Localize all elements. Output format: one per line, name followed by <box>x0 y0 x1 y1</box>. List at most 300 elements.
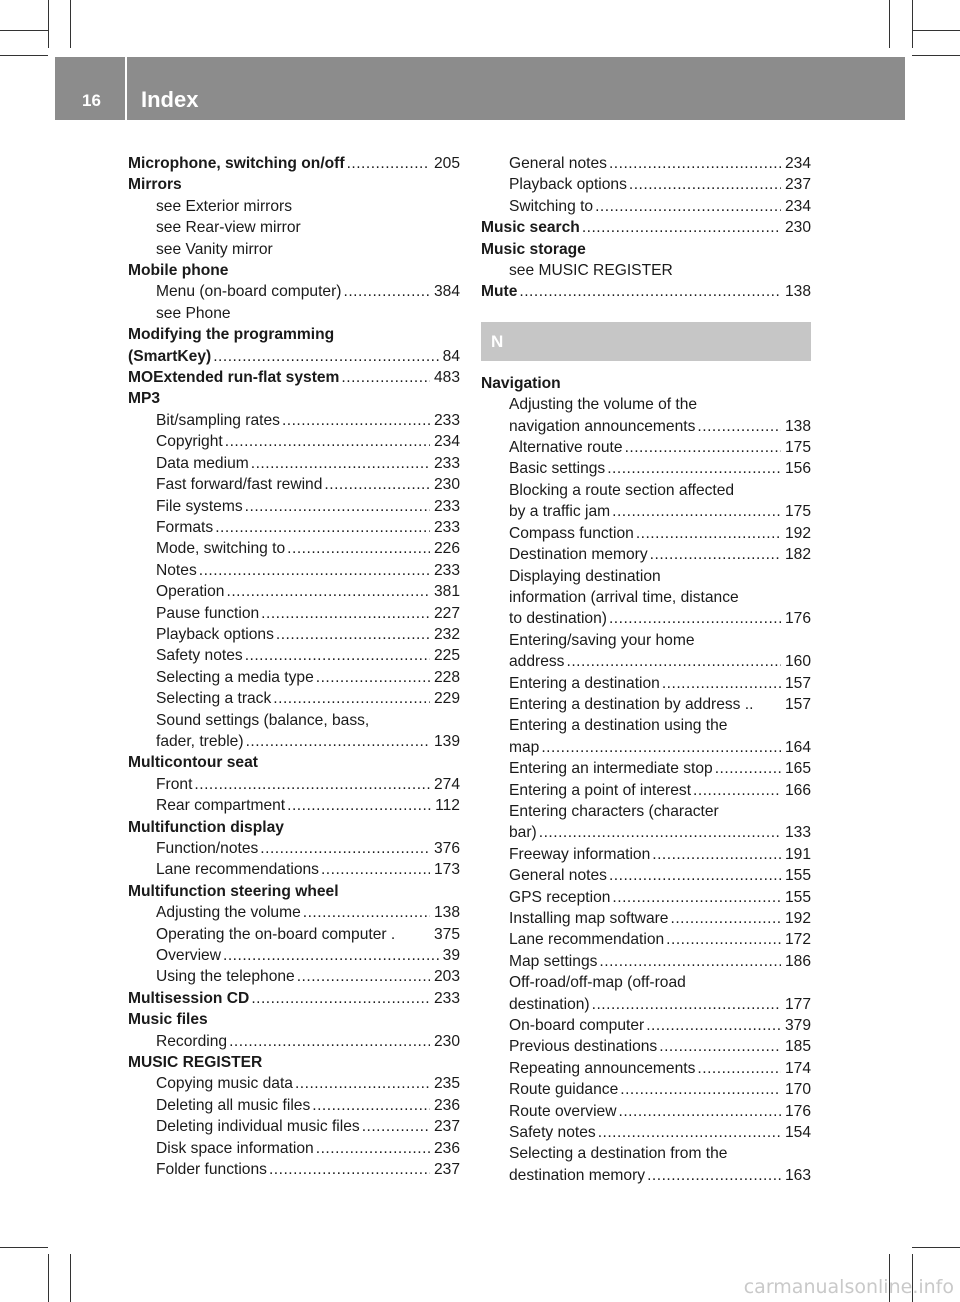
entry-text: Playback options <box>156 625 274 643</box>
index-subentry <box>481 673 811 694</box>
dot-leader <box>625 437 781 458</box>
index-subentry <box>481 801 811 822</box>
dot-leader <box>260 838 430 859</box>
index-subentry <box>128 431 460 452</box>
index-subentry <box>128 924 460 945</box>
entry-text: Selecting a track <box>156 690 272 708</box>
dot-leader <box>245 496 430 517</box>
entry-text: Microphone, switching on/off <box>128 155 345 172</box>
dot-leader <box>636 523 781 544</box>
entry-text: Off-road/off-map (off-road <box>509 974 686 992</box>
page-ref: 192 <box>784 524 811 542</box>
index-group-m-continued <box>481 153 811 303</box>
entry-text: General notes <box>509 867 607 885</box>
page-ref: 176 <box>784 610 811 628</box>
index-subentry <box>128 667 460 688</box>
page-ref: 39 <box>442 947 460 965</box>
page-number: 16 <box>82 91 101 110</box>
dot-leader <box>303 902 430 923</box>
entry-text: Mute <box>481 283 518 301</box>
index-subentry <box>128 731 460 752</box>
index-subentry <box>128 1116 460 1137</box>
index-subentry <box>481 153 811 174</box>
index-entry <box>128 153 460 174</box>
entry-text: Copyright <box>156 433 223 451</box>
crop-mark <box>70 1254 71 1302</box>
index-subentry <box>128 410 460 431</box>
page-ref: 139 <box>433 732 460 750</box>
dot-leader <box>612 887 781 908</box>
dot-leader <box>223 945 439 966</box>
index-subentry <box>128 859 460 880</box>
entry-text: Music storage <box>481 240 586 258</box>
index-subentry <box>128 1095 460 1116</box>
entry-text: Freeway information <box>509 845 651 863</box>
index-subentry <box>481 196 811 217</box>
dot-leader <box>539 822 781 843</box>
page-ref: 174 <box>784 1059 811 1077</box>
crop-mark <box>912 55 960 56</box>
entry-text: Operating the on-board computer . <box>156 925 396 943</box>
crop-mark <box>912 0 913 48</box>
page-ref: 230 <box>433 1032 460 1050</box>
dot-leader <box>297 966 430 987</box>
crop-mark <box>889 0 890 48</box>
index-entry <box>481 217 811 238</box>
dot-leader <box>693 780 781 801</box>
dot-leader <box>697 416 781 437</box>
dot-leader <box>647 1165 781 1186</box>
page-ref: 165 <box>784 760 811 778</box>
index-subentry <box>128 303 460 324</box>
dot-leader <box>316 1138 430 1159</box>
dot-leader <box>598 1122 781 1143</box>
page-ref: 232 <box>433 625 460 643</box>
page-ref: 177 <box>784 995 811 1013</box>
index-subentry <box>128 560 460 581</box>
page-ref: 237 <box>433 1118 460 1136</box>
page-ref: 234 <box>784 155 811 172</box>
index-subentry <box>128 603 460 624</box>
entry-text: Multifunction steering wheel <box>128 882 339 900</box>
index-subentry <box>481 972 811 993</box>
page-ref: 234 <box>784 197 811 215</box>
entry-text: Rear compartment <box>156 797 286 815</box>
entry-text: Operation <box>156 583 225 601</box>
entry-text: Switching to <box>509 197 594 215</box>
page-ref: 112 <box>435 797 460 815</box>
entry-text: Entering a destination <box>509 674 660 692</box>
dot-leader <box>251 453 430 474</box>
dot-leader <box>650 544 781 565</box>
dot-leader <box>341 367 430 388</box>
index-subentry <box>128 1031 460 1052</box>
entry-text: Route overview <box>509 1102 617 1120</box>
entry-text: Compass function <box>509 524 634 542</box>
entry-text: Mobile phone <box>128 262 229 280</box>
page-ref: 228 <box>433 668 460 686</box>
dot-leader <box>595 196 781 217</box>
index-subentry <box>481 1015 811 1036</box>
entry-text: Entering/saving your home <box>509 631 695 649</box>
dot-leader <box>541 737 781 758</box>
entry-text: Safety notes <box>509 1124 596 1142</box>
index-entry <box>128 260 460 281</box>
entry-text: Playback options <box>509 176 627 194</box>
entry-text: Deleting all music files <box>156 1096 311 1114</box>
index-subentry <box>481 566 811 587</box>
index-subentry <box>481 630 811 651</box>
index-subentry <box>481 587 811 608</box>
page-header <box>55 57 905 120</box>
page-ref: 170 <box>784 1081 811 1099</box>
entry-text: Music files <box>128 1011 208 1029</box>
entry-text: Sound settings (balance, bass, <box>156 711 370 729</box>
dot-leader <box>199 560 430 581</box>
dot-leader <box>194 774 430 795</box>
index-subentry <box>481 1165 811 1186</box>
entry-text: Navigation <box>481 374 561 392</box>
entry-text: Multifunction display <box>128 818 284 836</box>
index-entry <box>481 373 811 394</box>
index-subentry <box>481 651 811 672</box>
dot-leader <box>251 988 430 1009</box>
crop-mark <box>912 1247 960 1248</box>
page-ref: 205 <box>433 155 460 172</box>
entry-text: (SmartKey) <box>128 347 212 365</box>
dot-leader <box>592 994 781 1015</box>
header-divider <box>125 57 127 120</box>
index-subentry <box>481 608 811 629</box>
dot-leader <box>295 1073 430 1094</box>
dot-leader <box>566 651 780 672</box>
entry-text: Using the telephone <box>156 968 295 986</box>
page-ref: 157 <box>784 674 811 692</box>
page-ref: 155 <box>784 867 811 885</box>
index-subentry <box>128 538 460 559</box>
crop-mark <box>0 55 48 56</box>
dot-leader <box>652 844 781 865</box>
entry-text: Previous destinations <box>509 1038 658 1056</box>
index-subentry <box>481 1122 811 1143</box>
index-subentry <box>128 966 460 987</box>
entry-text: Installing map software <box>509 910 669 927</box>
index-subentry <box>128 496 460 517</box>
entry-text: Bit/sampling rates <box>156 411 280 429</box>
page-ref: 182 <box>784 546 811 564</box>
entry-text: Entering characters (character <box>509 802 719 820</box>
page-ref: 138 <box>784 417 811 435</box>
index-subentry <box>481 737 811 758</box>
entry-text: Selecting a destination from the <box>509 1145 728 1163</box>
index-subentry <box>128 624 460 645</box>
index-subentry <box>128 196 460 217</box>
dot-leader <box>343 281 429 302</box>
entry-text: Displaying destination <box>509 567 661 585</box>
entry-text: Mode, switching to <box>156 540 286 558</box>
index-subentry <box>481 523 811 544</box>
entry-text: Modifying the programming <box>128 326 335 344</box>
index-subentry <box>481 1079 811 1100</box>
page-ref: 173 <box>433 861 460 879</box>
entry-text: Repeating announcements <box>509 1059 696 1077</box>
crop-mark <box>48 1254 49 1302</box>
dot-leader <box>321 859 430 880</box>
page-ref: 156 <box>784 460 811 478</box>
entry-text: Destination memory <box>509 546 648 564</box>
dot-leader <box>245 645 430 666</box>
entry-text: navigation announcements <box>509 417 696 435</box>
page-ref: 164 <box>784 738 811 756</box>
index-subentry <box>128 1159 460 1180</box>
entry-text: GPS reception <box>509 888 611 906</box>
index-entry <box>128 817 460 838</box>
page-ref: 186 <box>784 952 811 970</box>
entry-text: bar) <box>509 824 537 842</box>
dot-leader <box>612 501 781 522</box>
entry-text: Pause function <box>156 604 260 622</box>
page-ref: 236 <box>433 1139 460 1157</box>
entry-text: File systems <box>156 497 243 515</box>
index-subentry <box>481 394 811 415</box>
dot-leader <box>324 474 430 495</box>
index-subentry <box>128 945 460 966</box>
entry-text: see Phone <box>156 304 231 322</box>
crop-mark <box>48 0 49 48</box>
entry-text: see Rear-view mirror <box>156 219 301 237</box>
entry-text: map <box>509 738 540 756</box>
page-ref: 237 <box>433 1161 460 1179</box>
dot-leader <box>646 1015 781 1036</box>
index-subentry <box>481 501 811 522</box>
page-ref: 237 <box>784 176 811 194</box>
index-subentry <box>481 458 811 479</box>
dot-leader <box>618 1101 780 1122</box>
dot-leader <box>246 731 430 752</box>
page-ref: 84 <box>442 347 460 365</box>
page-ref: 138 <box>433 904 460 922</box>
page-title: Index <box>141 87 199 112</box>
index-subentry <box>481 416 811 437</box>
entry-text: Music search <box>481 219 580 237</box>
section-letter-heading: N <box>481 322 811 361</box>
entry-text: Multicontour seat <box>128 754 258 772</box>
page-ref: 229 <box>433 690 460 708</box>
index-subentry <box>128 688 460 709</box>
dot-leader <box>666 929 781 950</box>
index-subentry <box>128 474 460 495</box>
entry-text: Selecting a media type <box>156 668 314 686</box>
entry-text: destination) <box>509 995 590 1013</box>
entry-text: Multisession CD <box>128 989 250 1007</box>
watermark: carmanualsonline.info <box>743 1276 954 1298</box>
dot-leader <box>276 624 430 645</box>
page-ref: 233 <box>433 989 460 1007</box>
index-subentry <box>481 887 811 908</box>
index-entry <box>128 1052 460 1073</box>
page-ref: 176 <box>784 1102 811 1120</box>
index-subentry <box>481 994 811 1015</box>
page-ref: 233 <box>433 561 460 579</box>
dot-leader <box>287 795 431 816</box>
entry-text: by a traffic jam <box>509 503 611 521</box>
index-entry <box>481 239 811 260</box>
dot-leader <box>659 1036 781 1057</box>
page-ref: 138 <box>784 283 811 301</box>
entry-text: see Vanity mirror <box>156 240 273 258</box>
entry-text: Blocking a route section affected <box>509 481 735 499</box>
entry-text: Map settings <box>509 952 598 970</box>
entry-text: MP3 <box>128 390 161 408</box>
index-subentry <box>128 795 460 816</box>
entry-text: Menu (on-board computer) <box>156 283 342 301</box>
dot-leader <box>225 431 430 452</box>
entry-text: Alternative route <box>509 439 623 457</box>
dot-leader <box>312 1095 430 1116</box>
entry-text: see MUSIC REGISTER <box>509 262 673 280</box>
page-ref: 175 <box>784 503 811 521</box>
entry-text: Notes <box>156 561 197 579</box>
index-entry <box>128 324 460 345</box>
index-subentry <box>481 822 811 843</box>
page-ref: 157 <box>784 695 811 713</box>
entry-text: General notes <box>509 155 607 172</box>
page-ref: 233 <box>433 497 460 515</box>
index-subentry <box>128 1138 460 1159</box>
entry-text: Adjusting the volume of the <box>509 396 698 414</box>
index-subentry <box>481 929 811 950</box>
index-entry <box>128 388 460 409</box>
crop-mark <box>0 30 48 31</box>
index-subentry <box>128 239 460 260</box>
index-column-left <box>128 153 460 1181</box>
index-entry <box>128 752 460 773</box>
dot-leader <box>215 517 430 538</box>
page-ref: 230 <box>433 476 460 494</box>
index-subentry <box>481 1101 811 1122</box>
entry-text: Mirrors <box>128 176 182 194</box>
page-ref: 376 <box>433 840 460 857</box>
entry-text: see Exterior mirrors <box>156 197 293 215</box>
entry-text: Deleting individual music files <box>156 1118 360 1136</box>
entry-text: Function/notes <box>156 840 259 857</box>
entry-text: MUSIC REGISTER <box>128 1054 263 1072</box>
index-entry <box>481 281 811 302</box>
index-entry <box>128 988 460 1009</box>
index-entry <box>128 174 460 195</box>
index-entry <box>128 346 460 367</box>
page-ref: 381 <box>433 583 460 601</box>
index-subentry <box>481 260 811 281</box>
page-ref: 225 <box>433 647 460 665</box>
page-ref: 233 <box>433 518 460 536</box>
entry-text: information (arrival time, distance <box>509 588 739 606</box>
dot-leader <box>213 346 438 367</box>
page-ref: 185 <box>784 1038 811 1056</box>
page-ref: 235 <box>433 1075 460 1093</box>
index-subentry <box>481 908 811 929</box>
index-subentry <box>481 844 811 865</box>
dot-leader <box>620 1079 781 1100</box>
index-subentry <box>128 517 460 538</box>
crop-mark <box>0 1247 48 1248</box>
index-subentry <box>481 174 811 195</box>
index-subentry <box>481 715 811 736</box>
index-subentry <box>128 902 460 923</box>
index-subentry <box>481 480 811 501</box>
index-subentry <box>481 758 811 779</box>
page-ref: 172 <box>784 931 811 949</box>
entry-text: Lane recommendation <box>509 931 665 949</box>
index-subentry <box>481 437 811 458</box>
entry-text: Disk space information <box>156 1139 314 1157</box>
index-subentry <box>481 865 811 886</box>
dot-leader <box>316 667 430 688</box>
dot-leader <box>582 217 781 238</box>
index-subentry <box>128 838 460 859</box>
index-entry <box>128 367 460 388</box>
dot-leader <box>287 538 430 559</box>
page-ref: 230 <box>784 219 811 237</box>
crop-mark <box>70 0 71 48</box>
page-ref: 483 <box>433 369 460 387</box>
entry-text: Entering a destination using the <box>509 717 728 735</box>
entry-text: Overview <box>156 947 221 965</box>
page-ref: 166 <box>784 781 811 799</box>
dot-leader <box>362 1116 430 1137</box>
page-ref: 375 <box>433 925 460 943</box>
index-entry <box>128 1009 460 1030</box>
entry-text: Safety notes <box>156 647 243 665</box>
dot-leader <box>347 153 430 174</box>
entry-text: Entering an intermediate stop <box>509 760 713 778</box>
page-ref: 191 <box>784 845 811 863</box>
page-ref: 226 <box>433 540 460 558</box>
entry-text: fader, treble) <box>156 732 244 750</box>
page-ref: 274 <box>433 775 460 793</box>
crop-mark <box>912 30 960 31</box>
index-subentry <box>481 1058 811 1079</box>
index-subentry <box>128 1073 460 1094</box>
page-ref: 192 <box>784 910 811 927</box>
entry-text: to destination) <box>509 610 607 628</box>
index-subentry <box>128 774 460 795</box>
dot-leader <box>282 410 430 431</box>
entry-text: MOExtended run-flat system <box>128 369 340 387</box>
dot-leader <box>609 865 781 886</box>
index-subentry <box>128 645 460 666</box>
index-column-right <box>481 153 811 1186</box>
page-ref: 133 <box>784 824 811 842</box>
dot-leader <box>607 458 781 479</box>
index-subentry <box>128 217 460 238</box>
entry-text: Recording <box>156 1032 228 1050</box>
entry-text: address <box>509 653 565 671</box>
index-subentry <box>481 951 811 972</box>
dot-leader <box>226 581 429 602</box>
dot-leader <box>599 951 781 972</box>
entry-text: Basic settings <box>509 460 606 478</box>
entry-text: Entering a point of interest <box>509 781 692 799</box>
entry-text: Front <box>156 775 193 793</box>
page-ref: 154 <box>784 1124 811 1142</box>
entry-text: Fast forward/fast rewind <box>156 476 323 494</box>
index-entry <box>128 881 460 902</box>
page-ref: 384 <box>433 283 460 301</box>
dot-leader <box>715 758 781 779</box>
page-ref: 227 <box>433 604 460 622</box>
dot-leader <box>662 673 781 694</box>
